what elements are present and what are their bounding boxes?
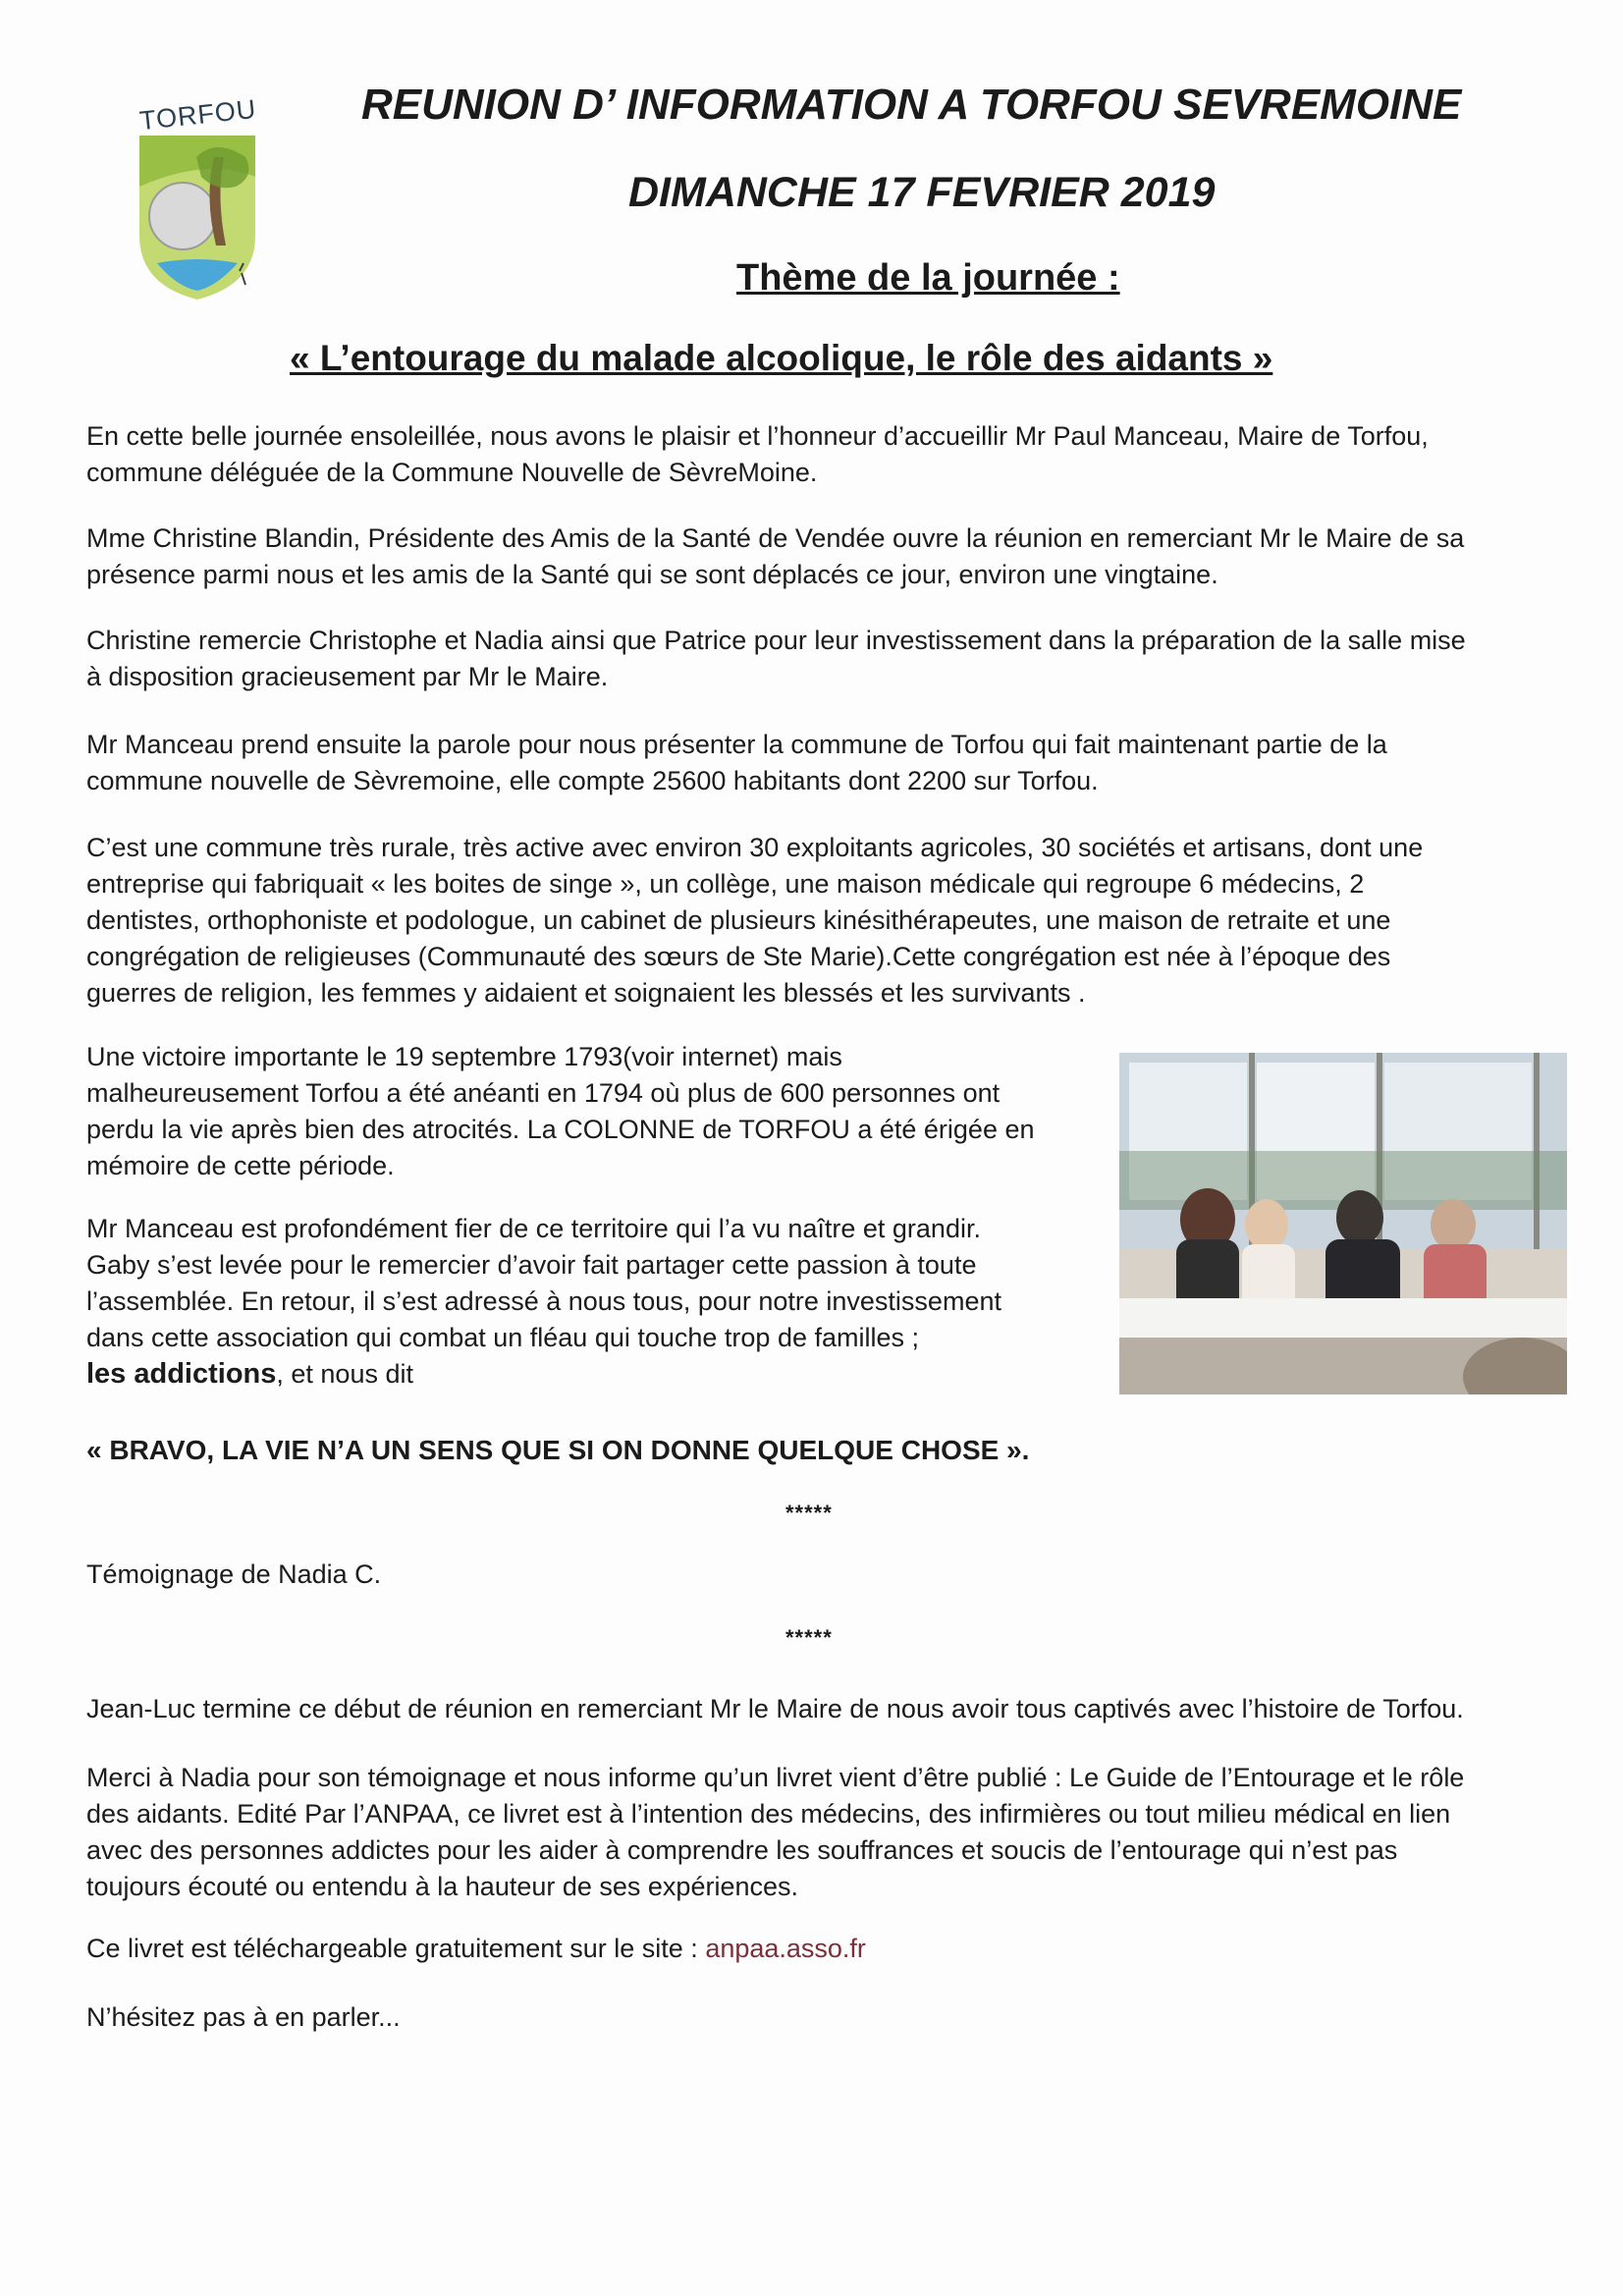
paragraph-welcome [86, 418, 1429, 491]
page-title: REUNION D’ INFORMATION A TORFOU SEVREMOINE [361, 81, 1462, 129]
text-line: entreprise qui fabriquait « les boites de singe », un collège, une maison médicale qui regroupe 6 médecins, 2 [86, 869, 1365, 899]
separator-stars: ***** [785, 1625, 833, 1650]
text-line: dans cette association qui combat un fléau qui touche trop de familles ; [86, 1323, 920, 1352]
separator-stars: ***** [785, 1501, 833, 1525]
text-line: Gaby s’est levée pour le remercier d’avoir fait partager cette passion à toute [86, 1250, 977, 1280]
text-line: congrégation de religieuses (Communauté des sœurs de Ste Marie).Cette congrégation est née à l’époque des [86, 942, 1391, 971]
paragraph-download [86, 1931, 866, 1967]
text-fragment: , et nous dit [276, 1359, 413, 1389]
text-line: guerres de religion, les femmes y aidaient et soignaient les blessés et les survivants . [86, 978, 1086, 1008]
paragraph-guide [86, 1760, 1464, 1905]
text-line: des aidants. Edité Par l’ANPAA, ce livret est à l’intention des médecins, des infirmières ou tout milieu médical en lien [86, 1799, 1451, 1829]
text-line: Merci à Nadia pour son témoignage et nous informe qu’un livret vient d’être publié : Le Guide de l’Entourage et le rôle [86, 1763, 1465, 1792]
text-line: Christine remercie Christophe et Nadia ainsi que Patrice pour leur investissement dans la préparation de la salle mise [86, 626, 1466, 655]
text-line: commune nouvelle de Sèvremoine, elle compte 25600 habitants dont 2200 sur Torfou. [86, 766, 1099, 795]
testimony-heading: Témoignage de Nadia C. [86, 1559, 382, 1589]
paragraph-rural [86, 830, 1423, 1011]
paragraph-history [86, 1039, 1035, 1184]
meeting-photo [1119, 1053, 1567, 1394]
logo-text: TORFOU [137, 93, 258, 137]
text-line: malheureusement Torfou a été anéanti en 1794 où plus de 600 personnes ont [86, 1078, 1001, 1108]
paragraph-opening [86, 520, 1464, 593]
event-date: DIMANCHE 17 FEVRIER 2019 [628, 169, 1216, 216]
paragraph-pride [86, 1211, 1001, 1393]
text-line: perdu la vie après bien des atrocités. La COLONNE de TORFOU a été érigée en [86, 1115, 1035, 1144]
mayor-quote: « BRAVO, LA VIE N’A UN SENS QUE SI ON DONNE QUELQUE CHOSE ». [86, 1435, 1030, 1465]
text-line: avec des personnes addictes pour les aider à comprendre les souffrances et soucis de l’entourage qui n’est pas [86, 1835, 1398, 1865]
text-line: à disposition gracieusement par Mr le Maire. [86, 662, 609, 691]
paragraph-closing: Jean-Luc termine ce début de réunion en remerciant Mr le Maire de nous avoir tous captivés avec l’histoire de Torfou. [86, 1694, 1464, 1723]
text-line: mémoire de cette période. [86, 1151, 395, 1180]
text-line: l’assemblée. En retour, il s’est adressé à nous tous, pour notre investissement [86, 1286, 1001, 1316]
text-line: Une victoire importante le 19 septembre 1793(voir internet) mais [86, 1042, 842, 1071]
text-line: Mr Manceau prend ensuite la parole pour nous présenter la commune de Torfou qui fait maintenant partie de la [86, 730, 1387, 759]
theme-subtitle: « L’entourage du malade alcoolique, le rôle des aidants » [290, 338, 1273, 378]
addictions-emphasis: les addictions [86, 1358, 277, 1390]
text-fragment: Ce livret est téléchargeable gratuitement sur le site : [86, 1934, 706, 1963]
text-line: présence parmi nous et les amis de la Santé qui se sont déplacés ce jour, environ une vingtaine. [86, 560, 1218, 589]
text-line: C’est une commune très rurale, très active avec environ 30 exploitants agricoles, 30 sociétés et artisans, dont une [86, 833, 1424, 862]
torfou-logo [118, 93, 275, 304]
theme-label: Thème de la journée : [736, 257, 1120, 299]
text-line: dentistes, orthophoniste et podologue, un cabinet de plusieurs kinésithérapeutes, une maison de retraite et une [86, 905, 1391, 935]
text-line [86, 1356, 1001, 1393]
text-line: Mme Christine Blandin, Présidente des Amis de la Santé de Vendée ouvre la réunion en remerciant Mr le Maire de sa [86, 523, 1465, 553]
text-line: toujours écouté ou entendu à la hauteur de ses expériences. [86, 1872, 799, 1901]
paragraph-commune [86, 727, 1387, 799]
text-line: Mr Manceau est profondément fier de ce territoire qui l’a vu naître et grandir. [86, 1214, 981, 1243]
text-line: En cette belle journée ensoleillée, nous avons le plaisir et l’honneur d’accueillir Mr Paul Manceau, Maire de Torfou, [86, 421, 1429, 451]
paragraph-final: N’hésitez pas à en parler... [86, 2002, 401, 2032]
text-line: commune déléguée de la Commune Nouvelle de SèvreMoine. [86, 458, 818, 487]
anpaa-link[interactable]: anpaa.asso.fr [705, 1934, 866, 1963]
meeting-photo-image [1119, 1053, 1567, 1394]
paragraph-thanks [86, 623, 1466, 695]
